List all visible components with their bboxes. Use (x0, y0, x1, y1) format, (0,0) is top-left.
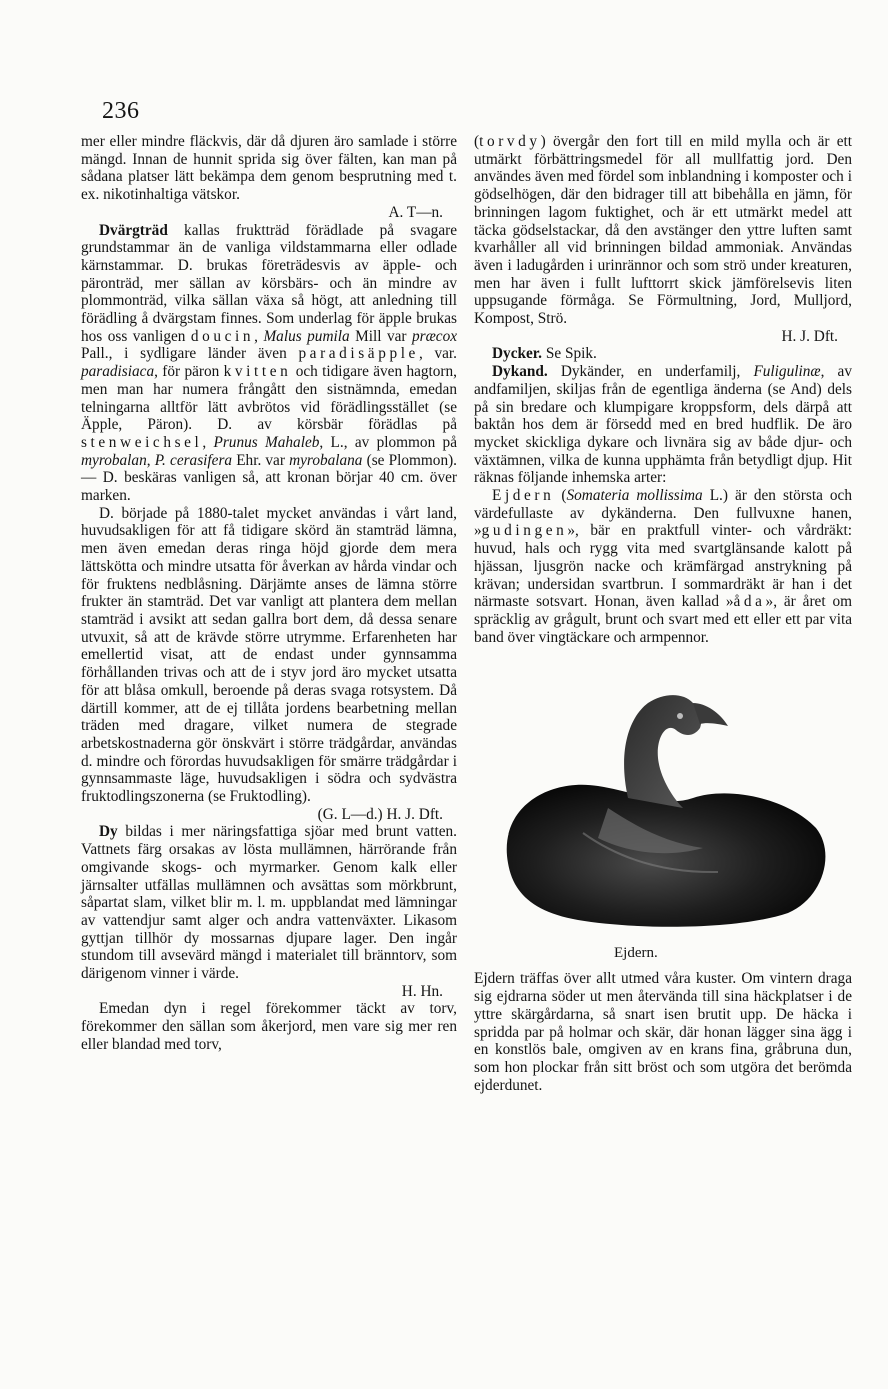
paragraph: D. började på 1880-talet mycket användas i vårt land, huvudsakligen för att få tidigare skörd än stamträd lämna, men även emedan deras ringa höjd gjorde dem mera lättskötta och mindre utsatta för åverkan av hårda vindar och för fruktens nedblåsning. Därjämte anses de lämna större frukter än stamträd. Det var vanligt att plantera dem mellan stamträd i avsikt att sedan gallra bort dem, då dessa senare utvuxit, så att de krävde större utrymme. Erfarenheten har emellertid visat, att de endast under gynnsamma förhållanden trivas och att de i styv jord äro mycket utsatta för att blåsa omkull, beroende på deras svaga rotsystem. Då därtill kommer, att de ej tillåta jordens bearbetning mellan träden med dragare, vilket numera de stegrade arbetskostnaderna gör önskvärt i större trädgårdar, användas d. mindre och förordas huvudsakligen för smärre trädgårdar i gynnsammaste läge, huvudsakligen i södra och sydvästra fruktodlingszonerna (se Fruktodling). (81, 504, 457, 806)
eider-figure (474, 652, 852, 970)
text: , var. (418, 345, 457, 363)
paragraph: Emedan dyn i regel förekommer täckt av torv, förekommer den sällan som åkerjord, men vare sig mer ren eller blandad med torv, (81, 1000, 457, 1053)
text: , (146, 451, 155, 469)
headword: Dy (99, 823, 118, 841)
text: ) övergår den fort till en mild mylla och är ett utmärkt förbättringsmedel för all mullfattig jord. Den användes även med fördel som inblandning i komposter och i gödselhögen, där den bidrager till att bibehålla en jämn, för brinningen lagom fuktighet, och är ett utmärkt medel att täcka gödselstackar, då den avstänger den yttre luften samt kvarhåller all vid brinningen bildad ammoniak. Användas även i ladugården i urinrännor och som strö under kreaturen, men har även i fullt lufttorrt skick jämförelsevis liten uppsugande förmåga. Se Förmultning, Jord, Mulljord, Kompost, Strö. (474, 133, 852, 328)
text: », är året om spräcklig av grågult, brunt och svart med ett eller ett par vita band över vingtäckare och armpennor. (474, 593, 852, 646)
text: Dykänder, en underfamilj, (547, 363, 754, 381)
text: Se Spik. (542, 345, 597, 363)
spaced-term: doucin (190, 327, 255, 345)
latin-term: Fuligulinæ (753, 363, 821, 381)
spaced-term: kvitten (223, 363, 292, 381)
text: (se Plommon). — D. beskäras vanligen så, att kronan börjar 40 cm. över marken. (81, 451, 458, 505)
text: , för päron (154, 363, 224, 381)
latin-term: paradisiaca (81, 363, 155, 381)
left-column (81, 133, 457, 1054)
latin-term: Prunus Mahaleb (213, 433, 320, 451)
entry-ejdern (474, 487, 852, 646)
paragraph: mer eller mindre fläckvis, där då djuren äro samlade i större mängd. Innan de hunnit sprida sig över fälten, kan man på sådana platser lätt bekämpa dem genom besprutning med t. ex. nikotinhaltiga vätskor. (81, 133, 457, 204)
headword: Dvärgträd (99, 221, 168, 239)
paragraph: Ejdern träffas över allt utmed våra kuster. Om vintern draga sig ejdrarna söder ut men återvända till sina häckplatser i de yttre skärgårdarna, så snart isen brutit upp. De häcka i spridda par på holmar och skär, där honan lägger sina ägg i en konstlös bale, omgiven av en krans fina, gråbruna dun, som hon plockar från sitt bröst och som utgöra det berömda ejderdunet. (474, 970, 852, 1094)
text: ( (474, 133, 480, 150)
author-signature: A. T—n. (388, 203, 443, 221)
text: , (254, 327, 264, 345)
spaced-term: Ejdern (492, 487, 555, 505)
text: Pall., i sydligare länder även (81, 345, 299, 363)
entry-dykand (474, 363, 852, 487)
figure-caption: Ejdern. (614, 945, 658, 962)
latin-term: Somateria mollissima (566, 487, 703, 505)
text: , av andfamiljen, skiljas från de egentliga änderna (se And) dels på sin bredare och klumpigare kroppsform, dels därpå att baktån hos dem är försedd med en bred hudflik. De äro mycket skickliga dykare och livnära sig av både djur- och växtämnen, vilka de kunna upphämta från betydligt djup. Hit räknas följande inhemska arter: (474, 363, 852, 487)
latin-term: myrobalan (81, 451, 147, 469)
right-column (474, 133, 852, 1094)
latin-term: Malus pumila (263, 327, 350, 345)
headword: Dykand. (492, 363, 548, 381)
text: Ehr. var (232, 451, 290, 469)
spaced-term: stenweichsel (81, 433, 203, 451)
text: L.) är den största och värdefullaste av dykänderna. Den fullvuxne hanen, » (474, 487, 852, 540)
author-signature: H. Hn. (401, 982, 443, 1000)
author-signature: H. J. Dft. (781, 327, 838, 345)
text: , (202, 433, 214, 451)
entry-dy (81, 823, 457, 982)
spaced-term: gudingen (481, 522, 568, 540)
author-signature: (G. L—d.) H. J. Dft. (317, 805, 443, 823)
text: och tidigare även hagtorn, men man har numera frångått den sistnämnda, emedan telningarna alltför lätt avbrötos vid förädlingsstället (se Äpple, Päron). D. av körsbär förädlas på (81, 363, 457, 434)
latin-term: myrobalana (289, 451, 363, 469)
headword: Dycker. (492, 345, 542, 363)
latin-term: P. cerasifera (154, 451, 233, 469)
entry-dvargtrad (81, 222, 457, 505)
eider-duck-illustration (488, 658, 838, 933)
spaced-term: torvdy (479, 133, 541, 150)
spaced-term: paradisäpple (298, 345, 419, 363)
paragraph (474, 133, 852, 328)
entry-dycker (474, 345, 852, 363)
text: bildas i mer näringsfattiga sjöar med brunt vatten. Vattnets färg orsakas av lösta mullämnen, härrörande från omgivande skogs- och myrmarker. Genom kalk eller järnsalter utfällas mullämnen och avsättas som mörkbrunt, såpartat slam, vilket blir m. l. m. uppblandat med lämningar av vattendjur samt alger och andra vattenväxter. Likasom gyttjan tillhör dy mossarnas djupare lager. Den ingår stundom till avsevärd mängd i materialet till bränntorv, som därigenom vinner i värde. (81, 823, 457, 983)
text: », bär en praktfull vinter- och vårdräkt: huvud, hals och rygg vita med svartglänsande kalott på hjässan, ljusgrön nacke och krämfärgad anstrykning på krävan; undersidan svartbrun. I sommardräkt är han i det närmaste sotsvart. Honan, även kallad » (474, 522, 852, 611)
text: Mill var (349, 327, 412, 345)
page-number: 236 (102, 98, 140, 124)
text: ( (554, 487, 567, 505)
text: , L., av plommon på (319, 433, 457, 451)
spaced-term: åda (733, 593, 766, 611)
latin-term: præcox (411, 327, 458, 345)
text: kallas fruktträd förädlade på svagare grundstammar än de vanliga vildstammarna eller odlade kärnstammar. D. brukas företrädesvis av äpple- och päronträd, mer sällan av körsbärs- och än mindre av plommonträd, vilka sällan växa så högt, att anledning till förädling å dvärgstam finnes. Som underlag för äpple brukas hos oss vanligen (81, 221, 457, 345)
